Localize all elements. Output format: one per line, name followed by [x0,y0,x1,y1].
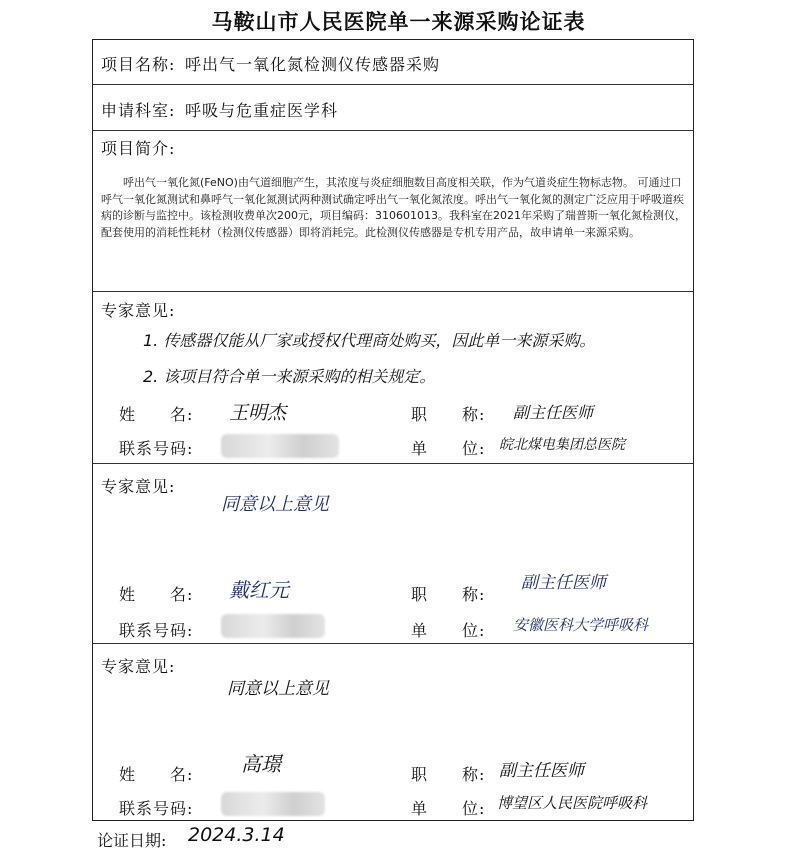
expert-2-phone-redacted [221,614,325,638]
expert-2-phone-label: 联系号码: [119,621,194,640]
expert-3-opinion-label: 专家意见: [101,657,176,676]
expert-2-title-label: 职 称: [411,585,486,604]
expert-1-phone-redacted [221,434,339,458]
date-label: 论证日期: [97,831,167,850]
expert-1-title-value: 副主任医师 [513,403,594,422]
summary-row [93,131,693,292]
expert-3-phone-label: 联系号码: [119,799,194,818]
expert-1-title-label: 职 称: [411,405,486,424]
expert-2-title-value: 副主任医师 [521,573,606,593]
expert-1-opinion-label: 专家意见: [101,301,176,320]
expert-2-unit-label: 单 位: [411,621,486,640]
summary-text: 呼出气一氧化氮(FeNO)由气道细胞产生，其浓度与炎症细胞数目高度相关联，作为气道炎症生物标志物。 可通过口呼气一氧化氮测试和鼻呼气一氧化氮测试两种测试确定呼出气一氧化氮浓度。呼出气一氧化氮的测定广泛应用于呼吸道疾病的诊断与监控中。该检测收费单次200元，项目编码：310601013。我科室在2021年采购了瑞普斯一氧化氮检测仪，配套使用的消耗性耗材（检测仪传感器）即将消耗完。此检测仪传感器是专机专用产品，故申请单一来源采购。 [101,176,686,239]
expert-2-name-signature: 戴红元 [229,578,289,602]
expert-2-opinion-label: 专家意见: [101,477,176,496]
expert-1-unit-label: 单 位: [411,439,486,458]
expert-1-phone-label: 联系号码: [119,439,194,458]
expert-3-title-value: 副主任医师 [499,761,584,781]
expert-3-title-label: 职 称: [411,765,486,784]
project-name-row [93,40,693,85]
expert-3-unit-label: 单 位: [411,799,486,818]
date-value: 2024.3.14 [188,824,285,846]
expert-3-name-signature: 高璟 [241,752,281,776]
summary-label: 项目简介: [101,139,176,158]
expert-1-name-label: 姓 名: [119,405,194,424]
expert-2-name-label: 姓 名: [119,585,194,604]
procurement-form [92,39,694,821]
expert-1-block [93,292,693,464]
expert-3-phone-redacted [221,792,325,816]
form-title: 马鞍山市人民医院单一来源采购论证表 [211,9,586,34]
expert-2-block [93,464,693,644]
expert-1-opinion-line-1: 1. 传感器仅能从厂家或授权代理商处购买，因此单一来源采购。 [143,331,596,350]
expert-2-unit-value: 安徽医科大学呼吸科 [513,616,649,634]
expert-3-unit-value: 博望区人民医院呼吸科 [497,794,648,812]
expert-1-name-signature: 王明杰 [229,402,287,424]
project-name-label: 项目名称: [101,55,176,74]
project-name-value: 呼出气一氧化氮检测仪传感器采购 [185,55,441,74]
expert-1-unit-value: 皖北煤电集团总医院 [499,437,625,453]
department-label: 申请科室: [101,101,176,120]
department-row [93,85,693,131]
expert-1-opinion-line-2: 2. 该项目符合单一来源采购的相关规定。 [143,367,436,386]
expert-3-opinion-line-1: 同意以上意见 [227,679,329,699]
expert-3-name-label: 姓 名: [119,765,194,784]
expert-2-opinion-line-1: 同意以上意见 [221,494,329,515]
expert-3-block [93,644,693,822]
department-value: 呼吸与危重症医学科 [185,101,339,120]
